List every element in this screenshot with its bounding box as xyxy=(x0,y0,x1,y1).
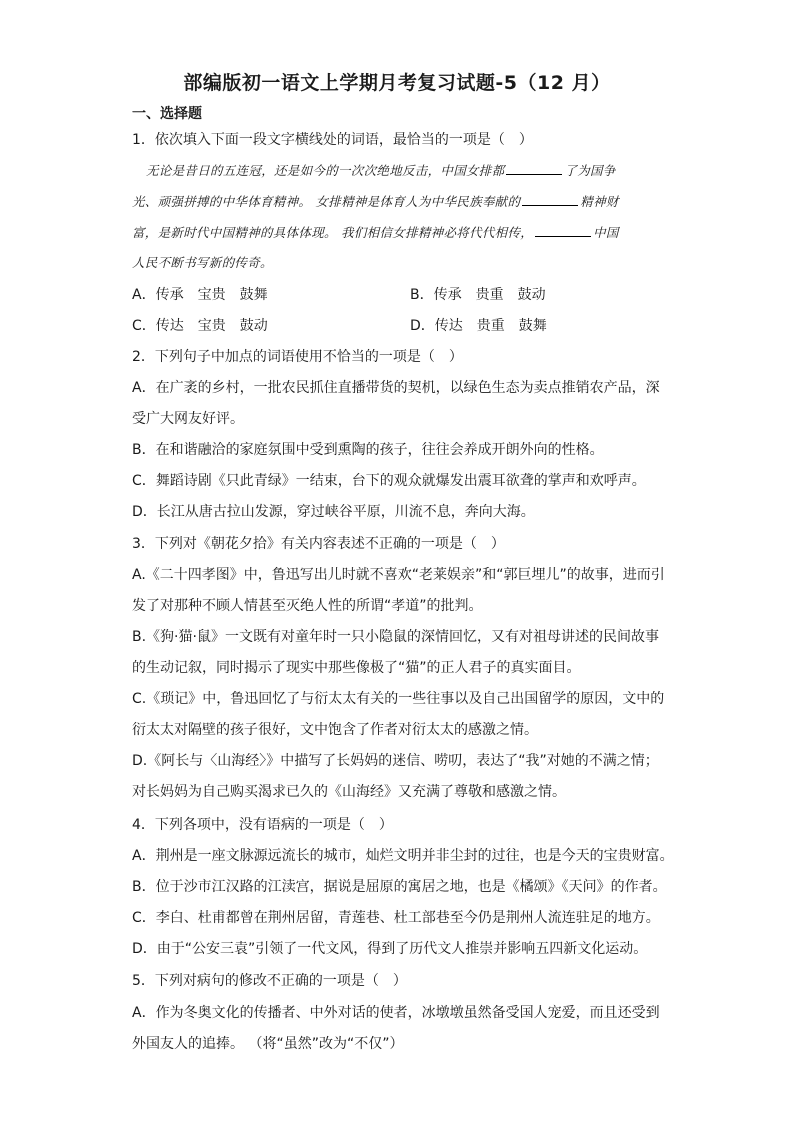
q4-option-a: A．荆州是一座文脉源远流长的城市，灿烂文明并非尘封的过往，也是今天的宝贵财富。 xyxy=(132,848,674,864)
q3-stem: 3．下列对《朝花夕拾》有关内容表述不正确的一项是（ ） xyxy=(132,536,505,552)
answer-blank-3[interactable] xyxy=(535,222,591,237)
answer-blank-2[interactable] xyxy=(522,191,578,206)
q4-option-c: C．李白、杜甫都曾在荆州居留，青莲巷、杜工部巷至今仍是荆州人流连驻足的地方。 xyxy=(132,910,660,926)
page-title: 部编版初一语文上学期月考复习试题-5（12 月） xyxy=(183,72,611,94)
q1-passage-line-3 xyxy=(132,222,662,243)
q3-option-a: A.《二十四孝图》中，鲁迅写出儿时就不喜欢“老莱娱亲”和“郭巨埋儿”的故事，进而引 xyxy=(132,567,665,583)
q2-option-d: D．长江从唐古拉山发源，穿过峡谷平原，川流不息，奔向大海。 xyxy=(132,504,535,520)
q5-option-a-cont: 外国友人的追捧。 （将“虽然”改为“不仅”） xyxy=(132,1036,404,1052)
q1-passage-line-1 xyxy=(132,160,662,181)
q1-option-a: A．传承 宝贵 鼓舞 xyxy=(132,287,268,303)
q4-option-d: D．由于“公安三袁”引领了一代文风，得到了历代文人推崇并影响五四新文化运动。 xyxy=(132,941,648,957)
q2-stem: 2．下列句子中加点的词语使用不恰当的一项是（ ） xyxy=(132,349,463,365)
q3-option-d: D.《阿长与〈山海经〉》中描写了长妈妈的迷信、唠叨，表达了“我”对她的不满之情； xyxy=(132,753,659,769)
q3-option-c-cont: 衍太太对隔壁的孩子很好，文中饱含了作者对衍太太的感激之情。 xyxy=(132,722,538,738)
q1-passage-text: 精神财 xyxy=(580,194,619,209)
q3-option-b-cont: 的生动记叙，同时揭示了现实中那些像极了“猫”的正人君子的真实面目。 xyxy=(132,660,581,676)
q1-option-d: D．传达 贵重 鼓舞 xyxy=(410,318,547,334)
q5-stem: 5．下列对病句的修改不正确的一项是（ ） xyxy=(132,973,407,989)
q4-option-b: B．位于沙市江汉路的江渎宫，据说是屈原的寓居之地，也是《橘颂》《天问》的作者。 xyxy=(132,879,667,895)
q2-option-b: B．在和谐融洽的家庭氛围中受到熏陶的孩子，往往会养成开朗外向的性格。 xyxy=(132,442,604,458)
q1-option-b: B．传承 贵重 鼓动 xyxy=(410,287,546,303)
q3-option-a-cont: 发了对那种不顾人情甚至灭绝人性的所谓“孝道”的批判。 xyxy=(132,598,483,614)
q4-stem: 4．下列各项中，没有语病的一项是（ ） xyxy=(132,817,393,833)
q1-option-c: C．传达 宝贵 鼓动 xyxy=(132,318,268,334)
q1-stem: 1．依次填入下面一段文字横线处的词语，最恰当的一项是（ ） xyxy=(132,132,533,148)
q2-option-a: A．在广袤的乡村，一批农民抓住直播带货的契机，以绿色生态为卖点推销农产品，深 xyxy=(132,380,660,396)
q5-option-a: A．作为冬奥文化的传播者、中外对话的使者，冰墩墩虽然备受国人宠爱，而且还受到 xyxy=(132,1005,660,1021)
q2-option-c: C．舞蹈诗剧《只此青绿》一结束，台下的观众就爆发出震耳欲聋的掌声和欢呼声。 xyxy=(132,473,646,489)
section-heading: 一、选择题 xyxy=(132,106,202,122)
q1-passage-text: 无论是昔日的五连冠，还是如今的一次次绝地反击，中国女排都 xyxy=(146,163,505,178)
q1-passage-text: 了为国争 xyxy=(564,163,616,178)
q1-passage-line-4: 人民不断书写新的传奇。 xyxy=(132,255,273,270)
q3-option-d-cont: 对长妈妈为自己购买渴求已久的《山海经》又充满了尊敬和感激之情。 xyxy=(132,784,566,800)
answer-blank-1[interactable] xyxy=(506,160,562,175)
q2-option-a-cont: 受广大网友好评。 xyxy=(132,411,244,427)
q3-option-c: C.《琐记》中，鲁迅回忆了与衍太太有关的一些往事以及自己出国留学的原因，文中的 xyxy=(132,691,665,707)
q3-option-b: B.《狗·猫·鼠》一文既有对童年时一只小隐鼠的深情回忆，又有对祖母讲述的民间故事 xyxy=(132,629,659,645)
q1-passage-line-2 xyxy=(132,191,662,212)
q1-passage-text: 中国 xyxy=(593,225,619,240)
q1-passage-text: 富，是新时代中国精神的具体体现。 我们相信女排精神必将代代相传， xyxy=(132,225,534,240)
q1-passage-text: 光、顽强拼搏的中华体育精神。 女排精神是体育人为中华民族奉献的 xyxy=(132,194,521,209)
